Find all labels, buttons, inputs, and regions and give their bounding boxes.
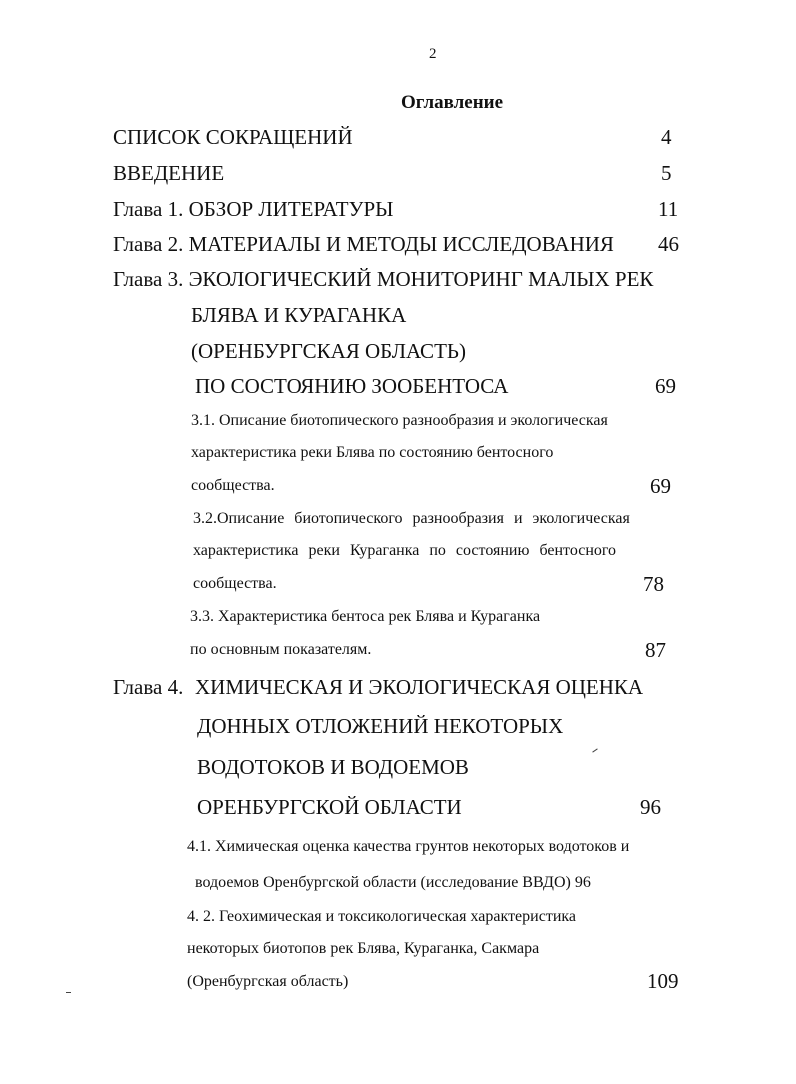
toc-entry-label: БЛЯВА И КУРАГАНКА	[191, 303, 407, 327]
scan-speck	[66, 992, 71, 993]
toc-entry-label: ПО СОСТОЯНИЮ ЗООБЕНТОСА	[195, 374, 509, 398]
toc-entry-label: СПИСОК СОКРАЩЕНИЙ	[113, 125, 353, 149]
toc-entry-label: ДОННЫХ ОТЛОЖЕНИЙ НЕКОТОРЫХ	[197, 714, 564, 738]
toc-section-label: по основным показателям.	[190, 641, 372, 658]
toc-entry-label: Глава 2. МАТЕРИАЛЫ И МЕТОДЫ ИССЛЕДОВАНИЯ	[113, 232, 614, 256]
toc-entry-page: 69	[655, 374, 676, 398]
toc-section-label: 3.3. Характеристика бентоса рек Блява и Кураганка	[190, 608, 541, 625]
toc-section-label: сообщества.	[193, 575, 277, 592]
toc-section-label: характеристика реки Блява по состоянию бентосного	[191, 444, 554, 461]
toc-entry-label: Глава 1. ОБЗОР ЛИТЕРАТУРЫ	[113, 197, 394, 221]
toc-section-label: водоемов Оренбургской области (исследование ВВДО) 96	[195, 874, 591, 891]
toc-section-label: (Оренбургская область)	[187, 973, 349, 990]
toc-entry-prefix: Глава 4.	[113, 675, 184, 699]
toc-entry-label: ВВЕДЕНИЕ	[113, 161, 225, 185]
toc-entry-label: Глава 3. ЭКОЛОГИЧЕСКИЙ МОНИТОРИНГ МАЛЫХ РЕК	[113, 267, 654, 291]
toc-entry-label: ВОДОТОКОВ И ВОДОЕМОВ	[197, 755, 469, 779]
toc-entry-page: 4	[661, 125, 672, 149]
page-number: 2	[429, 46, 437, 62]
toc-entry-label: (ОРЕНБУРГСКАЯ ОБЛАСТЬ)	[191, 339, 466, 363]
toc-section-page: 78	[643, 572, 664, 596]
toc-section-label: 3.1. Описание биотопического разнообразия и экологическая	[191, 412, 608, 429]
toc-section-page: 87	[645, 638, 666, 662]
scan-speck	[592, 748, 597, 752]
toc-entry-page: 5	[661, 161, 672, 185]
toc-entry-label: ОРЕНБУРГСКОЙ ОБЛАСТИ	[197, 795, 462, 819]
toc-section-label: сообщества.	[191, 477, 275, 494]
toc-section-page: 109	[647, 969, 679, 993]
toc-entry-label: ХИМИЧЕСКАЯ И ЭКОЛОГИЧЕСКАЯ ОЦЕНКА	[195, 675, 644, 699]
toc-title: Оглавление	[401, 92, 504, 113]
toc-entry-page: 96	[640, 795, 661, 819]
toc-entry-page: 11	[658, 197, 679, 221]
toc-section-label: характеристика реки Кураганка по состоянию бентосного	[193, 542, 617, 559]
toc-section-label: некоторых биотопов рек Блява, Кураганка, Сакмара	[187, 940, 540, 957]
toc-section-page: 69	[650, 474, 671, 498]
toc-section-label: 3.2.Описание биотопического разнообразия и экологическая	[193, 510, 630, 527]
toc-section-label: 4. 2. Геохимическая и токсикологическая характеристика	[187, 908, 577, 925]
toc-entry-page: 46	[658, 232, 679, 256]
toc-section-label: 4.1. Химическая оценка качества грунтов некоторых водотоков и	[187, 838, 630, 855]
